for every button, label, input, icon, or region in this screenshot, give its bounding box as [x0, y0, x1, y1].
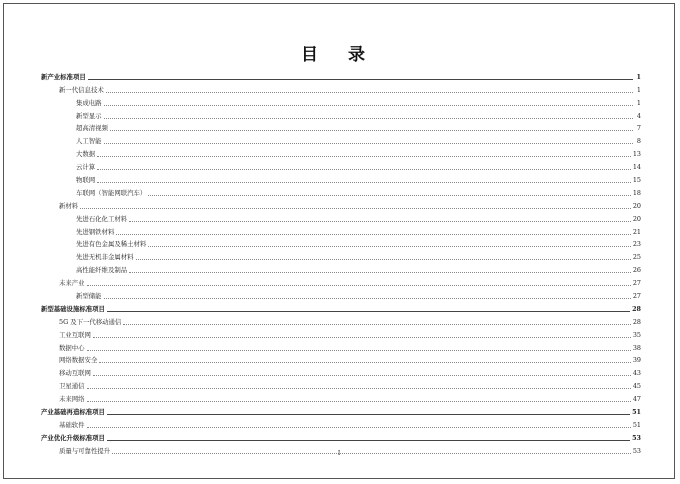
- toc-entry-label: 工业互联网: [59, 330, 91, 339]
- toc-entry-page-number: 4: [636, 111, 641, 120]
- toc-entry-page-number: 1: [636, 98, 641, 107]
- toc-subsection-entry[interactable]: [41, 364, 641, 377]
- toc-entry-page-number: 28: [632, 317, 641, 326]
- toc-entry-page-number: 23: [632, 240, 641, 249]
- toc-entry-label: 物联网: [76, 176, 96, 185]
- toc-dot-leader: [104, 105, 633, 106]
- toc-entry-label: 云计算: [76, 163, 96, 172]
- toc-entry-label: 未来网络: [59, 395, 85, 404]
- toc-entry-label: 移动互联网: [59, 369, 91, 378]
- toc-entry-page-number: 26: [632, 266, 641, 275]
- toc-section-entry[interactable]: [41, 403, 641, 416]
- toc-entry-label: 基础软件: [59, 420, 85, 429]
- toc-dot-leader: [93, 375, 631, 376]
- toc-entry-page-number: 35: [632, 330, 641, 339]
- toc-entry-label: 新一代信息技术: [59, 85, 104, 94]
- toc-dot-leader: [88, 79, 633, 80]
- toc-entry-page-number: 43: [632, 369, 641, 378]
- toc-entry-label: 人工智能: [76, 137, 102, 146]
- toc-entry-page-number: 20: [632, 214, 641, 223]
- toc-subsection-entry[interactable]: [41, 352, 641, 365]
- toc-dot-leader: [123, 324, 631, 325]
- toc-entry-page-number: 8: [636, 137, 641, 146]
- toc-dot-leader: [107, 414, 630, 415]
- toc-item-entry[interactable]: [41, 287, 641, 300]
- toc-dot-leader: [97, 182, 631, 183]
- page-title: 目 录: [301, 45, 377, 65]
- toc-dot-leader: [116, 234, 631, 235]
- toc-entry-label: 大数据: [76, 150, 96, 159]
- toc-entry-page-number: 39: [632, 356, 641, 365]
- toc-dot-leader: [93, 337, 631, 338]
- toc-dot-leader: [87, 285, 631, 286]
- toc-item-entry[interactable]: [41, 158, 641, 171]
- toc-entry-page-number: 28: [632, 304, 641, 313]
- toc-dot-leader: [87, 388, 631, 389]
- toc-dot-leader: [107, 440, 630, 441]
- toc-section-entry[interactable]: [41, 429, 641, 442]
- toc-dot-leader: [129, 221, 631, 222]
- toc-entry-label: 先进钢铁材料: [76, 227, 115, 236]
- toc-item-entry[interactable]: [41, 248, 641, 261]
- toc-entry-label: 产业基础再造标准项目: [41, 408, 105, 417]
- toc-section-entry[interactable]: [41, 68, 641, 81]
- toc-entry-page-number: 15: [632, 176, 641, 185]
- toc-entry-page-number: 45: [632, 382, 641, 391]
- toc-item-entry[interactable]: [41, 261, 641, 274]
- toc-dot-leader: [104, 143, 633, 144]
- toc-entry-page-number: 27: [632, 279, 641, 288]
- toc-item-entry[interactable]: [41, 145, 641, 158]
- toc-item-entry[interactable]: [41, 107, 641, 120]
- toc-dot-leader: [129, 272, 631, 273]
- toc-dot-leader: [80, 208, 631, 209]
- toc-entry-label: 质量与可靠性提升: [59, 446, 111, 455]
- toc-item-entry[interactable]: [41, 236, 641, 249]
- toc-entry-page-number: 7: [636, 124, 641, 133]
- toc-subsection-entry[interactable]: [41, 313, 641, 326]
- toc-item-entry[interactable]: [41, 94, 641, 107]
- toc-entry-label: 未来产业: [59, 279, 85, 288]
- toc-subsection-entry[interactable]: [41, 197, 641, 210]
- toc-dot-leader: [104, 118, 633, 119]
- toc-subsection-entry[interactable]: [41, 81, 641, 94]
- toc-dot-leader: [99, 362, 631, 363]
- toc-entry-label: 5G 及下一代移动通信: [59, 317, 122, 326]
- toc-entry-label: 先进有色金属及稀土材料: [76, 240, 147, 249]
- page-footer-number: I: [337, 450, 341, 457]
- toc-dot-leader: [97, 169, 631, 170]
- toc-subsection-entry[interactable]: [41, 326, 641, 339]
- toc-dot-leader: [97, 156, 631, 157]
- toc-entry-page-number: 1: [636, 72, 641, 81]
- toc-item-entry[interactable]: [41, 171, 641, 184]
- toc-item-entry[interactable]: [41, 223, 641, 236]
- toc-entry-page-number: 51: [632, 420, 641, 429]
- toc-subsection-entry[interactable]: [41, 377, 641, 390]
- toc-dot-leader: [136, 259, 631, 260]
- toc-dot-leader: [87, 427, 631, 428]
- toc-entry-label: 新型基础设施标准项目: [41, 304, 105, 313]
- toc-entry-page-number: 53: [632, 433, 641, 442]
- toc-entry-label: 高性能纤维及制品: [76, 266, 128, 275]
- toc-subsection-entry[interactable]: [41, 416, 641, 429]
- toc-dot-leader: [107, 311, 630, 312]
- toc-entry-page-number: 27: [632, 292, 641, 301]
- toc-section-entry[interactable]: [41, 300, 641, 313]
- toc-entry-page-number: 53: [632, 446, 641, 455]
- toc-dot-leader: [110, 130, 633, 131]
- toc-dot-leader: [104, 298, 631, 299]
- toc-item-entry[interactable]: [41, 210, 641, 223]
- toc-dot-leader: [87, 401, 631, 402]
- toc-subsection-entry[interactable]: [41, 274, 641, 287]
- toc-entry-label: 新型储能: [76, 292, 102, 301]
- toc-entry-label: 新材料: [59, 201, 79, 210]
- toc-entry-page-number: 51: [632, 408, 641, 417]
- toc-entry-page-number: 38: [632, 343, 641, 352]
- toc-dot-leader: [106, 92, 633, 93]
- toc-subsection-entry[interactable]: [41, 339, 641, 352]
- toc-entry-page-number: 21: [632, 227, 641, 236]
- toc-entry-page-number: 47: [632, 395, 641, 404]
- table-of-contents: [41, 68, 641, 455]
- toc-item-entry[interactable]: [41, 120, 641, 133]
- toc-entry-label: 网络数据安全: [59, 356, 98, 365]
- toc-entry-label: 新产业标准项目: [41, 72, 86, 81]
- toc-entry-label: 集成电路: [76, 98, 102, 107]
- toc-entry-label: 车联网（智能网联汽车）: [76, 188, 147, 197]
- toc-entry-label: 先进无机非金属材料: [76, 253, 134, 262]
- toc-dot-leader: [87, 350, 631, 351]
- toc-subsection-entry[interactable]: [41, 390, 641, 403]
- toc-item-entry[interactable]: [41, 132, 641, 145]
- toc-entry-label: 新型显示: [76, 111, 102, 120]
- toc-entry-page-number: 1: [636, 85, 641, 94]
- toc-entry-label: 产业优化升级标准项目: [41, 433, 105, 442]
- toc-entry-label: 超高清视频: [76, 124, 108, 133]
- toc-entry-label: 先进石化化工材料: [76, 214, 128, 223]
- toc-entry-page-number: 13: [632, 150, 641, 159]
- toc-entry-label: 数据中心: [59, 343, 85, 352]
- toc-dot-leader: [148, 195, 631, 196]
- toc-entry-page-number: 25: [632, 253, 641, 262]
- toc-item-entry[interactable]: [41, 184, 641, 197]
- toc-entry-page-number: 14: [632, 163, 641, 172]
- toc-entry-page-number: 20: [632, 201, 641, 210]
- toc-entry-page-number: 18: [632, 188, 641, 197]
- document-page: [3, 3, 675, 479]
- toc-entry-label: 卫星通信: [59, 382, 85, 391]
- toc-dot-leader: [148, 246, 631, 247]
